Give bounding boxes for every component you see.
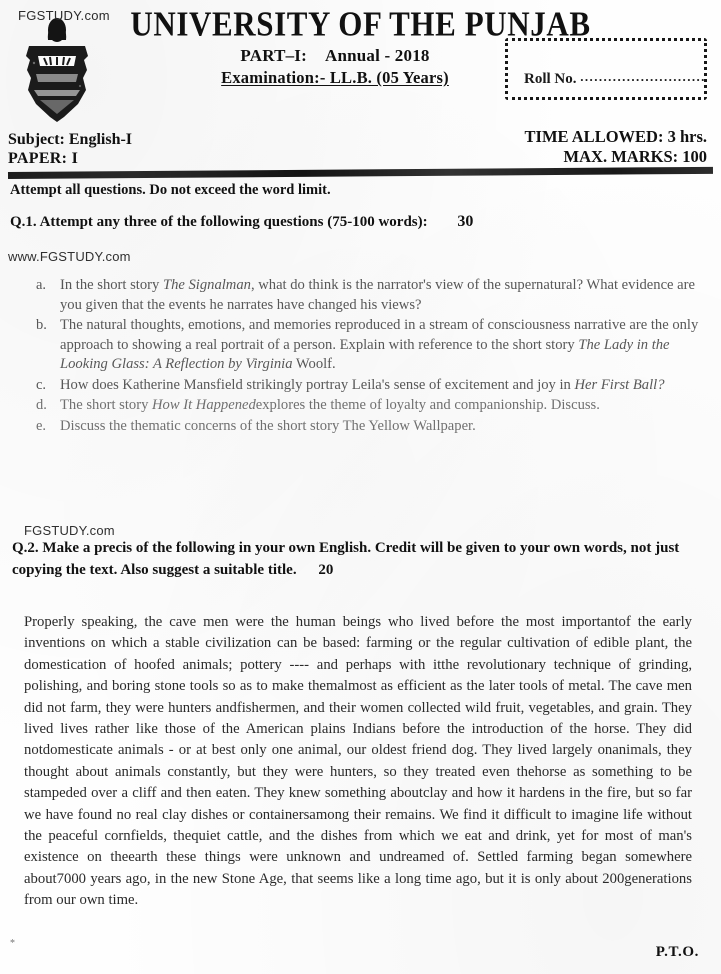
session-label: Annual - 2018: [324, 46, 430, 65]
list-item: [36, 316, 706, 375]
item-text: [60, 316, 706, 375]
page-title: UNIVERSITY OF THE PUNJAB: [130, 4, 591, 44]
item-text-pre: The natural thoughts, emotions, and memories reproduced in a stream of consciousness narrative are the only approach to showing a real portrait of a person. Explain with reference to the short story: [60, 317, 699, 353]
item-text-pre: In the short story: [60, 277, 163, 293]
item-text: [60, 276, 706, 315]
list-item: [36, 276, 706, 315]
subject-label: Subject: English-I: [8, 131, 133, 148]
list-item: [36, 396, 706, 416]
question-2-prompt: Q.2. Make a precis of the following in your own English. Credit will be given to your own words, not just copying the text. Also suggest a suitable title.: [12, 540, 680, 578]
watermark-url-q1: www.FGSTUDY.com: [8, 249, 131, 264]
item-text-post: explores the theme of loyalty and companionship. Discuss.: [255, 397, 600, 413]
time-allowed-label: TIME ALLOWED: 3 hrs.: [524, 127, 707, 146]
item-label: a.: [36, 277, 47, 293]
item-story-title: How It Happened: [152, 397, 256, 413]
item-text: [60, 376, 706, 396]
question-2-heading: [12, 537, 702, 581]
roll-number-text: Roll No.: [524, 71, 577, 87]
list-item: [36, 417, 706, 437]
list-item: [36, 376, 706, 396]
paper-label: PAPER: I: [8, 150, 79, 167]
roll-number-box[interactable]: [505, 38, 707, 100]
item-text-pre: The short story: [60, 397, 153, 413]
question-1-heading: [10, 213, 473, 231]
question-1-prompt: Q.1. Attempt any three of the following questions (75-100 words):: [10, 214, 428, 230]
general-instruction: Attempt all questions. Do not exceed the word limit.: [10, 182, 331, 198]
header-divider: [8, 167, 713, 179]
question-1-marks: 30: [457, 213, 474, 230]
item-label: e.: [36, 417, 47, 434]
item-label: d.: [36, 397, 47, 413]
watermark-crest-overlay: FGSTUDY.com: [18, 8, 110, 23]
question-2-marks: 20: [318, 562, 334, 578]
item-text-post: Woolf.: [292, 356, 336, 372]
item-label: b.: [36, 317, 47, 333]
item-text-pre: Discuss the thematic concerns of the short story The Yellow Wallpaper.: [60, 417, 476, 434]
scan-corner-mark: *: [10, 938, 15, 949]
precis-passage: Properly speaking, the cave men were the human beings who lived before the most importantof the early inventions on which a stable civilization can be based: farming or the regular cultivation of edible plant, the domestication of hoofed animals; pottery ---- and perhaps with itthe revolutionary technique of grinding, polishing, and boring stone tools so as to make themalmost as efficient as the later tools of metal. The cave men did not farm, they were hunters andfishermen, and their women collected wild fruit, vegetables, and grain. They lived lives rather like those of the American plains Indians before the introduction of the horse. They did notdomesticate animals - or at best only one animal, our oldest friend dog. They lived largely onanimals, they thought about animals constantly, but they were hunters, so they treated even thehorse as something to be stampeded over a cliff and then eaten. They knew something aboutclay and how it hardens in the fire, but so far we have found no real clay dishes or containersamong their remains. We find it difficult to imagine life without the peaceful cornfields, thequiet cattle, and the dishes from which we eat and drink, yet for most of man's existence on theearth these things were unknown and undreamed of. Settled farming began somewhere about7000 years ago, in the new Stone Age, that seems like a long time ago, but it is only about 200generations from our own time.: [24, 614, 692, 909]
part-session-line: [170, 46, 500, 66]
question-1-item-list: [36, 276, 706, 437]
item-text-pre: How does Katherine Mansfield strikingly portray Leila's sense of excitement and joy in: [60, 376, 575, 393]
roll-number-blank: ...........................: [580, 69, 706, 84]
max-marks-label: MAX. MARKS: 100: [563, 147, 707, 166]
watermark-url-q2: FGSTUDY.com: [24, 523, 115, 538]
item-story-title: The Signalman: [162, 277, 251, 293]
item-story-title: Her First Ball?: [574, 376, 665, 393]
item-label: c.: [36, 376, 47, 393]
roll-number-label: [524, 69, 706, 88]
item-text: [60, 396, 706, 416]
item-text-post: , what do think is the narrator's view of the supernatural? What evidence are you given that the events he narrates have changed his views?: [60, 277, 695, 313]
page-turn-over-label: P.T.O.: [655, 944, 699, 960]
item-text: [60, 417, 706, 437]
examination-line: Examination:- LL.B. (05 Years): [221, 68, 449, 87]
part-label: PART–I:: [240, 46, 307, 65]
item-story-title: The Lady in the Looking Glass: A Reflection by Virginia: [60, 336, 670, 372]
